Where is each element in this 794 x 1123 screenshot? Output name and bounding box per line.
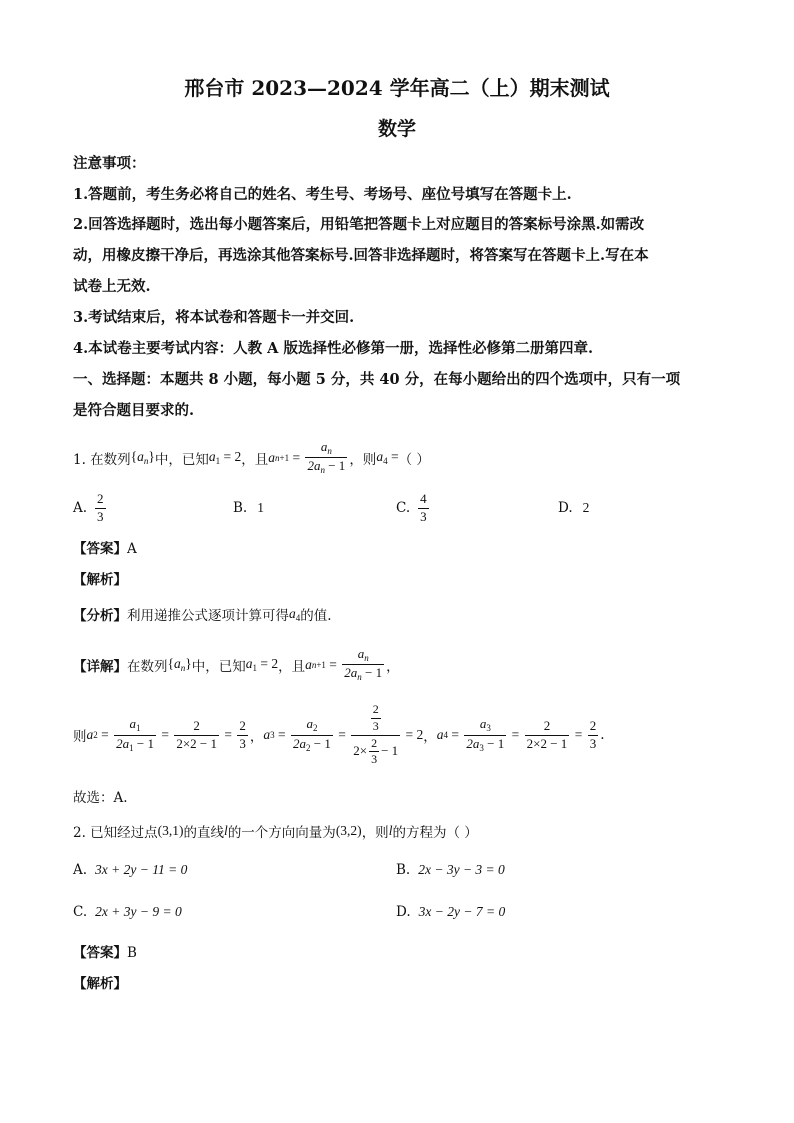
q2-line-l-1: l xyxy=(224,823,228,838)
q1-text-4: ，则 xyxy=(349,451,377,468)
q1-fenxi xyxy=(73,604,332,624)
q1-answer-value: A xyxy=(127,541,137,557)
q1-xiangjie-tag: 【详解】 xyxy=(73,658,127,675)
note-3: 3.考试结束后，将本试卷和答题卡一并交回. xyxy=(73,309,355,326)
q1-xiangjie xyxy=(73,647,400,683)
q1-xj-text-b: 中，已知 xyxy=(191,658,246,675)
q1-text-5: （ ） xyxy=(398,451,430,468)
q1-seq: $\{a_n\}$ xyxy=(130,449,155,467)
q1-fenxi-text-a: 利用递推公式逐项计算可得 xyxy=(127,608,289,624)
q1-comma-2: ， xyxy=(423,729,437,746)
q1-text-3: ，且 xyxy=(241,451,269,468)
q2-option-d-value: 3x − 2y − 7 = 0 xyxy=(418,904,506,919)
q1-option-d[interactable] xyxy=(558,500,589,516)
q1-option-a[interactable] xyxy=(73,492,108,525)
exam-subject: 数学 xyxy=(377,118,416,140)
q1-xj-text-a: 在数列 xyxy=(127,658,168,675)
q1-comma-1: ， xyxy=(249,729,264,746)
q2-option-a-label: A. xyxy=(73,862,88,878)
q1-a2-expr: a 2 = $\frac{a_1}{2a_1 - 1}$ = $\frac{2}{2\times 2 - 1}$ = $\frac{2}{3}$ xyxy=(86,716,246,753)
q2-option-c-label: C. xyxy=(73,904,88,920)
q1-xj-text-c: ，且 xyxy=(278,658,306,675)
q1-option-b-value: 1 xyxy=(257,500,264,515)
q2-vector: (3,2) xyxy=(335,823,362,838)
q1-ze: 则 xyxy=(73,729,87,746)
q1-analysis-tag: 【解析】 xyxy=(73,572,127,588)
q1-a4-expr: a 4 = $\frac{a_3}{2a_3 - 1}$ = $\frac{2}{2\times 2 - 1}$ = $\frac{2}{3}$ xyxy=(436,716,597,753)
q1-xj-seq: $\{a_n\}$ xyxy=(167,656,192,674)
q1-a4: $a_4$ = xyxy=(376,449,399,467)
exam-title: 邢台市 2023—2024 学年高二（上）期末测试 xyxy=(184,76,610,100)
q1-a3-expr: a 3 = $\frac{a_2}{2a_2 - 1}$ = $\frac{2}{3}$ 2× $\frac{2}{3}$ − 1 = 2 xyxy=(263,702,424,767)
q2-answer-tag: 【答案】 xyxy=(73,945,127,961)
q2-text-3: 的一个方向向量为 xyxy=(227,825,336,841)
q1-answer xyxy=(73,537,137,557)
note-1: 1.答题前，考生务必将自己的姓名、考生号、考场号、座位号填写在答题卡上. xyxy=(73,186,572,203)
q1-fenxi-a4: $a_4$ xyxy=(289,605,301,623)
q2-option-b-value: 2x − 3y − 3 = 0 xyxy=(418,862,505,877)
q1-option-a-value: $\frac{2}{3}$ xyxy=(97,491,104,524)
section-1-line-2: 是符合题目要求的. xyxy=(73,402,195,419)
note-4: 4.本试卷主要考试内容：人教 A 版选择性必修第一册，选择性必修第二册第四章. xyxy=(73,340,594,357)
q2-option-b[interactable] xyxy=(396,862,505,878)
q2-option-c[interactable] xyxy=(73,904,182,920)
q2-answer-value: B xyxy=(127,945,137,961)
q1-guxuan: 故选：A. xyxy=(73,790,128,806)
q2-option-a-value: 3x + 2y − 11 = 0 xyxy=(95,862,188,877)
q2-text-4: ，则 xyxy=(361,825,389,841)
question-1-stem xyxy=(73,440,430,476)
q1-text-1: 1. 在数列 xyxy=(73,451,131,468)
note-2-line-3: 试卷上无效. xyxy=(73,278,151,295)
q2-option-d[interactable] xyxy=(396,904,505,920)
q2-point: (3,1) xyxy=(157,823,184,838)
q1-end-dot: . xyxy=(600,727,605,744)
q1-fenxi-text-b: 的值. xyxy=(300,608,332,624)
q1-option-c-value: $\frac{4}{3}$ xyxy=(420,491,427,524)
q2-text-5: 的方程为（ ） xyxy=(392,825,478,841)
q2-option-a[interactable] xyxy=(73,862,187,878)
q1-recurrence: a n +1 = $\frac{a_n}{2a_n - 1}$ xyxy=(268,439,346,476)
q1-option-c-label: C. xyxy=(396,500,411,517)
q1-option-d-label: D. xyxy=(558,500,573,516)
q2-analysis-tag: 【解析】 xyxy=(73,976,127,992)
q2-answer xyxy=(73,941,137,961)
q2-text-1: 2. 已知经过点 xyxy=(73,825,158,841)
notes-heading: 注意事项： xyxy=(73,155,146,172)
q1-xj-recurrence: a n +1 = $\frac{a_n}{2a_n - 1}$ xyxy=(305,646,383,683)
note-2-line-2: 动，用橡皮擦干净后，再选涂其他答案标号.回答非选择题时，将答案写在答题卡上.写在本 xyxy=(73,247,649,264)
q2-option-b-label: B. xyxy=(396,862,411,878)
question-2-stem xyxy=(73,821,478,841)
q2-text-2: 的直线 xyxy=(183,825,225,841)
section-1-line-1: 一、选择题：本题共 8 小题，每小题 5 分，共 40 分，在每小题给出的四个选项中，只有一项 xyxy=(73,371,681,388)
note-2-line-1: 2.回答选择题时，选出每小题答案后，用铅笔把答题卡上对应题目的答案标号涂黑.如需改 xyxy=(73,216,645,233)
q1-xj-text-d: ， xyxy=(386,658,400,675)
q2-line-l-2: l xyxy=(388,823,393,838)
q1-text-2: 中，已知 xyxy=(154,451,209,468)
q2-option-d-label: D. xyxy=(396,904,411,920)
q2-option-c-value: 2x + 3y − 9 = 0 xyxy=(95,904,182,919)
q1-option-b[interactable] xyxy=(233,500,264,516)
q1-answer-tag: 【答案】 xyxy=(73,541,127,557)
q1-xj-a1: $a_1 = 2$ xyxy=(245,656,279,674)
q1-option-b-label: B. xyxy=(233,500,248,516)
q1-option-a-label: A. xyxy=(73,500,88,517)
q1-fenxi-tag: 【分析】 xyxy=(73,608,127,624)
q1-computation xyxy=(73,703,604,767)
q1-a1: $a_1 = 2$ xyxy=(208,449,242,467)
q1-option-c[interactable] xyxy=(396,492,431,525)
q1-option-d-value: 2 xyxy=(582,500,590,515)
